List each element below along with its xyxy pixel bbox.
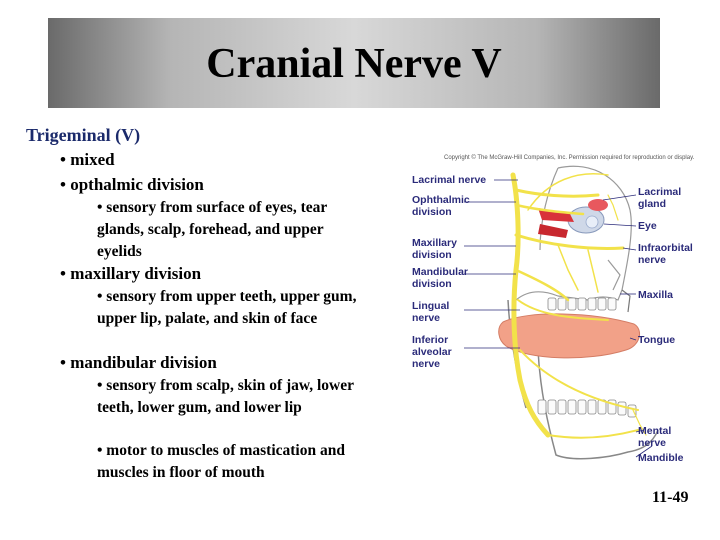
label-tongue: Tongue [638,334,676,346]
lower-teeth-illustration [538,400,636,417]
label-lacrimal-gland-1: Lacrimal [638,186,682,198]
label-lacrimal-gland-2: gland [638,198,666,210]
figure-copyright: Copyright © The McGraw-Hill Companies, Inc. Permission required for reproduction or display. [444,155,695,161]
upper-teeth-illustration [548,298,616,310]
label-eye: Eye [638,220,657,232]
label-lacrimal-nerve: Lacrimal nerve [412,174,487,186]
label-ophthalmic-division-2: division [412,206,452,218]
mandibular-detail-sensory: • sensory from scalp, skin of jaw, lower teeth, lower gum, and lower lip [97,377,354,416]
label-mandibular-division-1: Mandibular [412,266,469,278]
opthalmic-detail: • sensory from surface of eyes, tear glands, scalp, forehead, and upper eyelids [97,199,327,260]
bullet-mandibular: • mandibular division [60,353,217,372]
bullet-maxillary: • maxillary division [60,264,202,283]
label-inferior-alveolar-3: nerve [412,358,441,370]
bullet-opthalmic: • opthalmic division [60,175,204,194]
maxillary-detail: • sensory from upper teeth, upper gum, upper lip, palate, and skin of face [97,288,357,327]
label-inferior-alveolar-1: Inferior [412,334,449,346]
heading-trigeminal: Trigeminal (V) [26,125,141,145]
slide-number: 11-49 [652,489,689,506]
label-lingual-nerve-1: Lingual [412,300,450,312]
label-maxillary-division-2: division [412,249,452,261]
bullet-mixed: • mixed [60,150,115,169]
slide-title: Cranial Nerve V [206,41,502,87]
title-bar [48,18,660,108]
mandibular-detail-motor: • motor to muscles of mastication and muscles in floor of mouth [97,442,345,481]
label-lingual-nerve-2: nerve [412,312,441,324]
label-maxilla: Maxilla [638,289,674,301]
trigeminal-nerve-figure [408,150,712,470]
label-mandibular-division-2: division [412,278,452,290]
label-ophthalmic-division-1: Ophthalmic [412,194,470,206]
label-infraorbital-nerve-1: Infraorbital [638,242,693,254]
label-mandible: Mandible [638,452,684,464]
label-mental-nerve-2: nerve [638,437,667,449]
label-infraorbital-nerve-2: nerve [638,254,667,266]
label-mental-nerve-1: Mental [638,425,672,437]
label-maxillary-division-1: Maxillary [412,237,457,249]
label-inferior-alveolar-2: alveolar [412,346,452,358]
